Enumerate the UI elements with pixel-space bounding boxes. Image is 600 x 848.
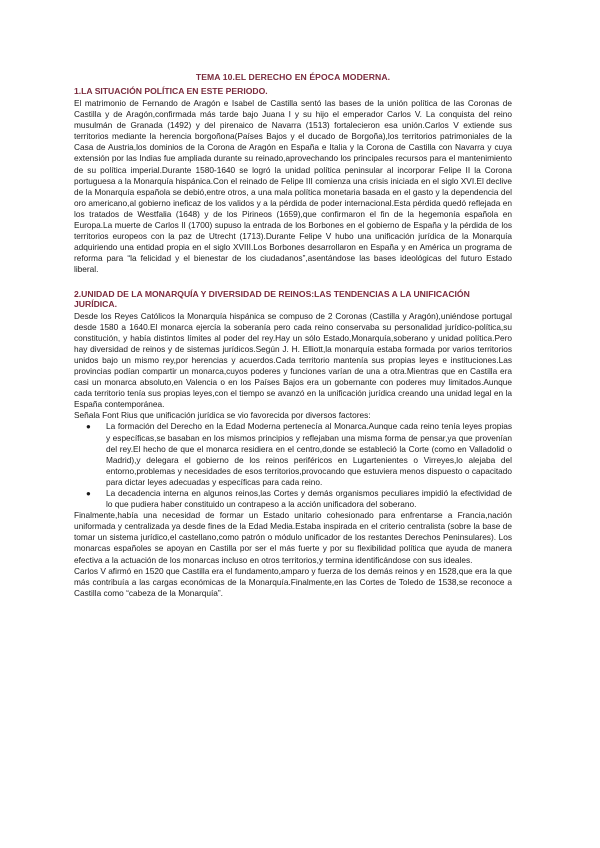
document-title: TEMA 10.EL DERECHO EN ÉPOCA MODERNA. — [195, 72, 391, 82]
list-item-text: La formación del Derecho en la Edad Moderna pertenecía al Monarca.Aunque cada reino tenía leyes propias y específicas,se basaban en los mismos principios y reflejaban una misma forma de pensar,ya que provenían del rey.El hecho de que el monarca residiera en el centro,donde se estableció la Corte (como en Valladolid o Madrid),y delegara el gobierno de los reinos periféricos en Lugartenientes o Virreyes,lo alejaba del entorno,problemas y necesidades de esos territorios,provocando que estuviera menos dispuesto o capacitado para dictar leyes adecuadas y específicas para cada reino. — [106, 421, 512, 487]
bullet-icon: ● — [86, 422, 91, 432]
list-item — [86, 421, 512, 488]
section-2-heading: 2.UNIDAD DE LA MONARQUÍA Y DIVERSIDAD DE REINOS:LAS TENDENCIAS A LA UNIFICACIÓN JURÍDICA. — [74, 288, 470, 309]
list-item — [86, 488, 512, 510]
factors-list — [74, 421, 512, 510]
section-spacer — [74, 276, 512, 289]
list-item-text: La decadencia interna en algunos reinos,las Cortes y demás organismos peculiares impidió la efectividad de lo que pudiera haber constituido un contrapeso a la acción unificadora del soberano. — [106, 488, 512, 510]
section-2-paragraph-2: Finalmente,había una necesidad de formar un Estado unitario cohesionado para enfrentarse a Francia,nación uniformada y centralizada ya desde fines de la Edad Media.Estaba inspirada en el criterio centralista (sobre la base de tomar un sistema jurídico,el castellano,como patrón o módulo unificador de los restantes Derechos Peninsulares). Los monarcas españoles se apoyan en Castilla por ser el más fuerte y por su flexibilidad política que ayuda de manera efectiva a la actuación de los monarcas incluso en otros territorios,y termina identificándose con sus ideales. — [74, 510, 512, 565]
section-2-intro-line: Señala Font Rius que unificación jurídica se vio favorecida por diversos factores: — [74, 410, 371, 421]
section-1-paragraph: El matrimonio de Fernando de Aragón e Isabel de Castilla sentó las bases de la unión política de las Coronas de Castilla y de Aragón,confirmada más tarde bajo Juana I y su hijo el emperador Carlos V. La conquista del reino musulmán de Granada (1492) y del pirenaico de Navarra (1513) fortalecieron esa unión.Carlos V extiende sus territorios mediante la herencia borgoñona(Países Bajos y el ducado de Borgoña),los territorios patrimoniales de la Casa de Austria,los dominios de la Corona de Aragón en España e Italia y la Corona de Castilla con Navarra y cuya extensión por las Indias fue ampliada durante su reinado,aprovechando los principales recursos para el mantenimiento de su política imperial.Durante 1580-1640 se logró la unidad política peninsular al incorporar Felipe II la Corona portuguesa a la Monarquía hispánica.Con el reinado de Felipe III comienza una crisis iniciada en el siglo XVI.El declive de la Monarquía española se debió,entre otros, a una mala política monetaria basada en el gasto y la dependencia del oro americano,al gobierno ineficaz de los validos y a la pérdida de poder internacional.Esta pérdida quedó reflejada en los tratados de Westfalia (1648) y de los Pirineos (1659),que confirmaron el fin de la hegemonía española en Europa.La muerte de Carlos II (1700) supuso la entrada de los Borbones en el gobierno de España y la pérdida de los territorios europeos con la paz de Utrecht (1713).Durante Felipe V hubo una unificación jurídica de la Monarquía adquiriendo una entidad propia en el siglo XVIII.Los Borbones desarrollaron en España y en América un programa de reforma para “la felicidad y el bienestar de los ciudadanos”,asentándose las bases ideológicas del futuro Estado liberal. — [74, 98, 512, 275]
bullet-icon: ● — [86, 489, 91, 498]
section-2-paragraph-1: Desde los Reyes Católicos la Monarquía hispánica se compuso de 2 Coronas (Castilla y Aragón),uniéndose portugal desde 1580 a 1640.El monarca ejercía la soberanía pero cada reino conservaba su personalidad jurídico-política,su constitución, y había distintos límites al poder del rey.Hay un sólo Estado,Monarquía,soberano y unidad política.Pero hay diversidad de reinos y de sistemas jurídicos.Según J. H. Elliott,la monarquía estaba formada por varios territorios unidos bajo un mismo rey,por herencias y acuerdos.Cada territorio mantenía sus propias leyes e instituciones.Las provincias podían compartir un monarca,cuyos poderes y funciones varían de una a otra.Mientras que en Castilla era casi un monarca absoluto,en Valencia o en los Países Bajos era un gobernante con poderes muy limitados.Aunque cada territorio tenía sus propias leyes,con el tiempo se avanzó en la unificación jurídica creando una unidad legal en la España contemporánea. — [74, 310, 512, 410]
section-2-paragraph-3: Carlos V afirmó en 1520 que Castilla era el fundamento,amparo y fuerza de los demás reinos y en 1528,que era la que más contribuía a las cargas económicas de la Monarquía.Finalmente,en las Cortes de Toledo de 1538,se reconoce a Castilla como “cabeza de la Monarquía”. — [74, 565, 512, 598]
section-1-heading: 1.LA SITUACIÓN POLÍTICA EN ESTE PERIODO. — [74, 86, 268, 96]
